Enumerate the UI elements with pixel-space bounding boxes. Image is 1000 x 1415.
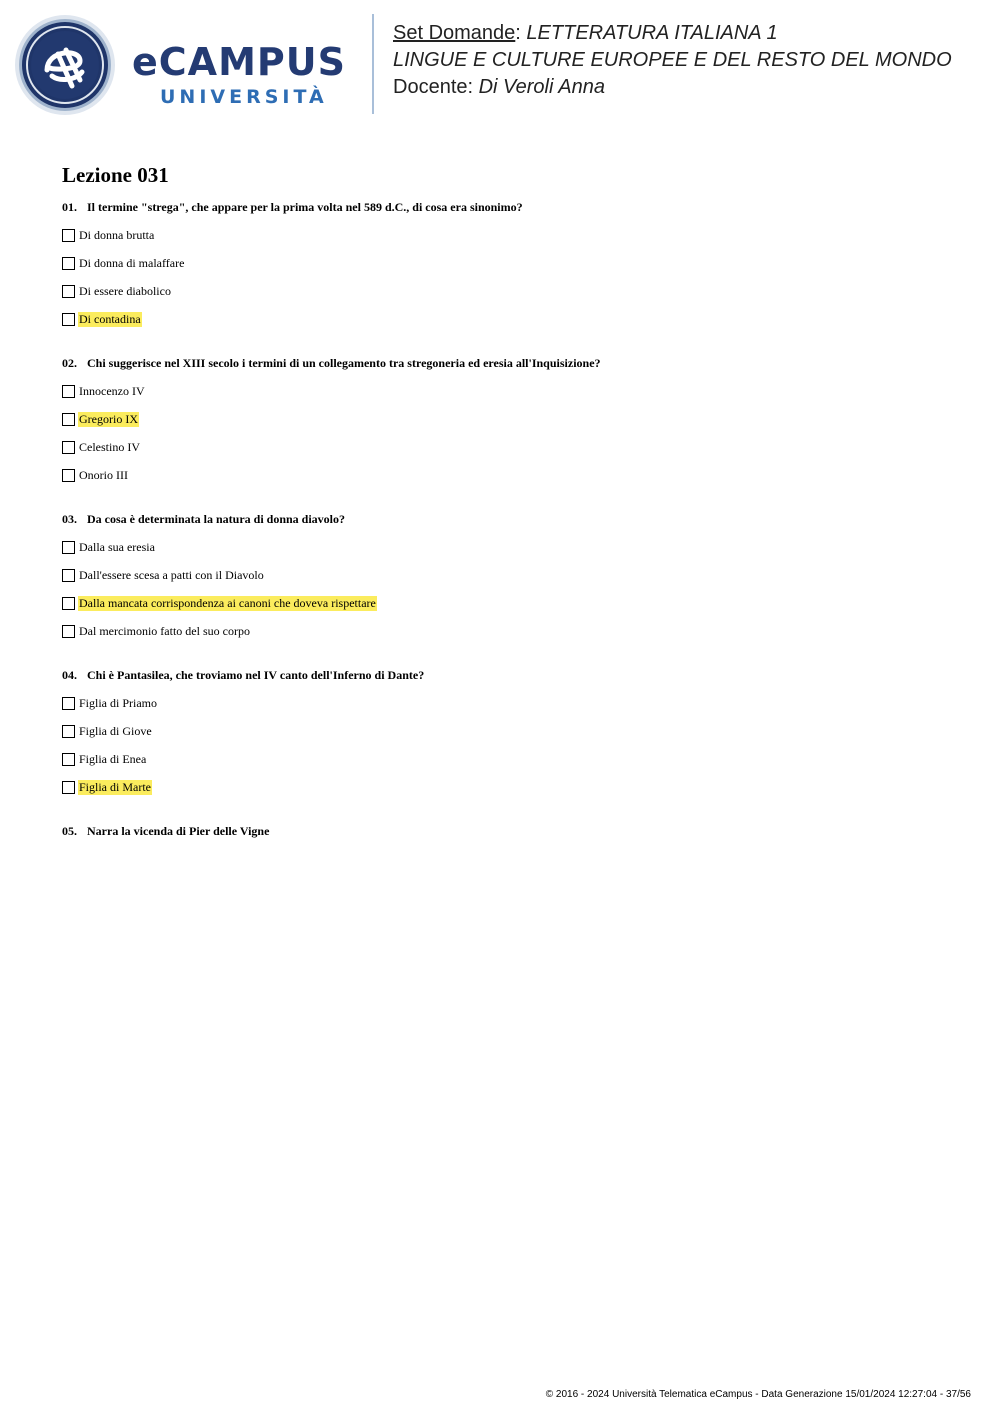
question-item [62, 666, 962, 796]
answer-option[interactable] [62, 538, 962, 556]
answer-checkbox[interactable] [62, 597, 75, 610]
answer-option[interactable] [62, 226, 962, 244]
answer-checkbox[interactable] [62, 697, 75, 710]
course-title: LETTERATURA ITALIANA 1 [526, 22, 778, 44]
set-label: Set Domande [393, 22, 516, 44]
answer-label: Figlia di Enea [79, 751, 147, 766]
answer-label: Dalla sua eresia [79, 539, 155, 554]
answer-label: Innocenzo IV [79, 383, 145, 398]
answer-option[interactable] [62, 694, 962, 712]
question-item [62, 198, 962, 328]
answer-option[interactable] [62, 438, 962, 456]
correct-answer-label: Figlia di Marte [79, 779, 151, 794]
logo-text: eCAMPUS [132, 40, 346, 84]
lesson-title: Lezione 031 [62, 163, 169, 187]
header-info [393, 20, 993, 101]
teacher-line [393, 74, 993, 101]
answer-label: Dall'essere scesa a patti con il Diavolo [79, 567, 264, 582]
answer-option[interactable] [62, 722, 962, 740]
question-number: 04. [62, 668, 77, 682]
answer-option[interactable] [62, 466, 962, 484]
ecampus-logo [132, 40, 356, 112]
answer-checkbox[interactable] [62, 753, 75, 766]
question-number: 01. [62, 200, 77, 214]
teacher-name: Di Veroli Anna [478, 76, 605, 98]
page-footer: © 2016 - 2024 Università Telematica eCampus - Data Generazione 15/01/2024 12:27:04 - 37/56 [545, 1389, 971, 1400]
correct-answer-label: Di contadina [79, 311, 141, 326]
answer-label: Di essere diabolico [79, 283, 171, 298]
answer-option[interactable] [62, 622, 962, 640]
question-label: Da cosa è determinata la natura di donna diavolo? [87, 512, 346, 526]
answer-label: Figlia di Priamo [79, 695, 157, 710]
question-item [62, 822, 962, 840]
question-text [62, 354, 962, 372]
answer-checkbox[interactable] [62, 781, 75, 794]
teacher-label: Docente: [393, 76, 479, 98]
answer-option[interactable] [62, 594, 962, 612]
answer-option[interactable] [62, 410, 962, 428]
question-text [62, 510, 962, 528]
program-name: LINGUE E CULTURE EUROPEE E DEL RESTO DEL MONDO [393, 49, 952, 71]
header-divider [372, 14, 374, 114]
question-item [62, 510, 962, 640]
answer-label: Onorio III [79, 467, 128, 482]
page-header [0, 0, 1000, 130]
question-text [62, 822, 962, 840]
question-text [62, 666, 962, 684]
answer-checkbox[interactable] [62, 385, 75, 398]
answer-checkbox[interactable] [62, 625, 75, 638]
answer-checkbox[interactable] [62, 313, 75, 326]
correct-answer-label: Dalla mancata corrispondenza ai canoni che doveva rispettare [79, 595, 376, 610]
answer-option[interactable] [62, 310, 962, 328]
answer-checkbox[interactable] [62, 257, 75, 270]
logo-subtext: UNIVERSITÀ [160, 86, 328, 108]
question-set [62, 160, 962, 840]
answer-option[interactable] [62, 566, 962, 584]
question-item [62, 354, 962, 484]
answer-checkbox[interactable] [62, 541, 75, 554]
course-line [393, 20, 993, 47]
set-separator: : [515, 22, 527, 44]
question-label: Il termine "strega", che appare per la prima volta nel 589 d.C., di cosa era sinonimo? [87, 200, 523, 214]
answer-checkbox[interactable] [62, 285, 75, 298]
answer-checkbox[interactable] [62, 725, 75, 738]
answer-checkbox[interactable] [62, 569, 75, 582]
answer-label: Di donna brutta [79, 227, 155, 242]
question-list [62, 198, 962, 840]
answer-option[interactable] [62, 382, 962, 400]
question-label: Narra la vicenda di Pier delle Vigne [87, 824, 270, 838]
question-text [62, 198, 962, 216]
answer-label: Celestino IV [79, 439, 140, 454]
answer-label: Dal mercimonio fatto del suo corpo [79, 623, 250, 638]
question-number: 03. [62, 512, 77, 526]
question-label: Chi suggerisce nel XIII secolo i termini di un collegamento tra stregoneria ed eresia all'Inquisizione? [87, 356, 601, 370]
question-label: Chi è Pantasilea, che troviamo nel IV canto dell'Inferno di Dante? [87, 668, 425, 682]
ecampus-seal-icon [14, 14, 116, 116]
answer-label: Figlia di Giove [79, 723, 152, 738]
question-number: 05. [62, 824, 77, 838]
answer-checkbox[interactable] [62, 469, 75, 482]
answer-option[interactable] [62, 750, 962, 768]
question-number: 02. [62, 356, 77, 370]
answer-checkbox[interactable] [62, 229, 75, 242]
answer-checkbox[interactable] [62, 441, 75, 454]
correct-answer-label: Gregorio IX [79, 411, 138, 426]
answer-option[interactable] [62, 254, 962, 272]
answer-option[interactable] [62, 778, 962, 796]
answer-checkbox[interactable] [62, 413, 75, 426]
answer-label: Di donna di malaffare [79, 255, 185, 270]
answer-option[interactable] [62, 282, 962, 300]
